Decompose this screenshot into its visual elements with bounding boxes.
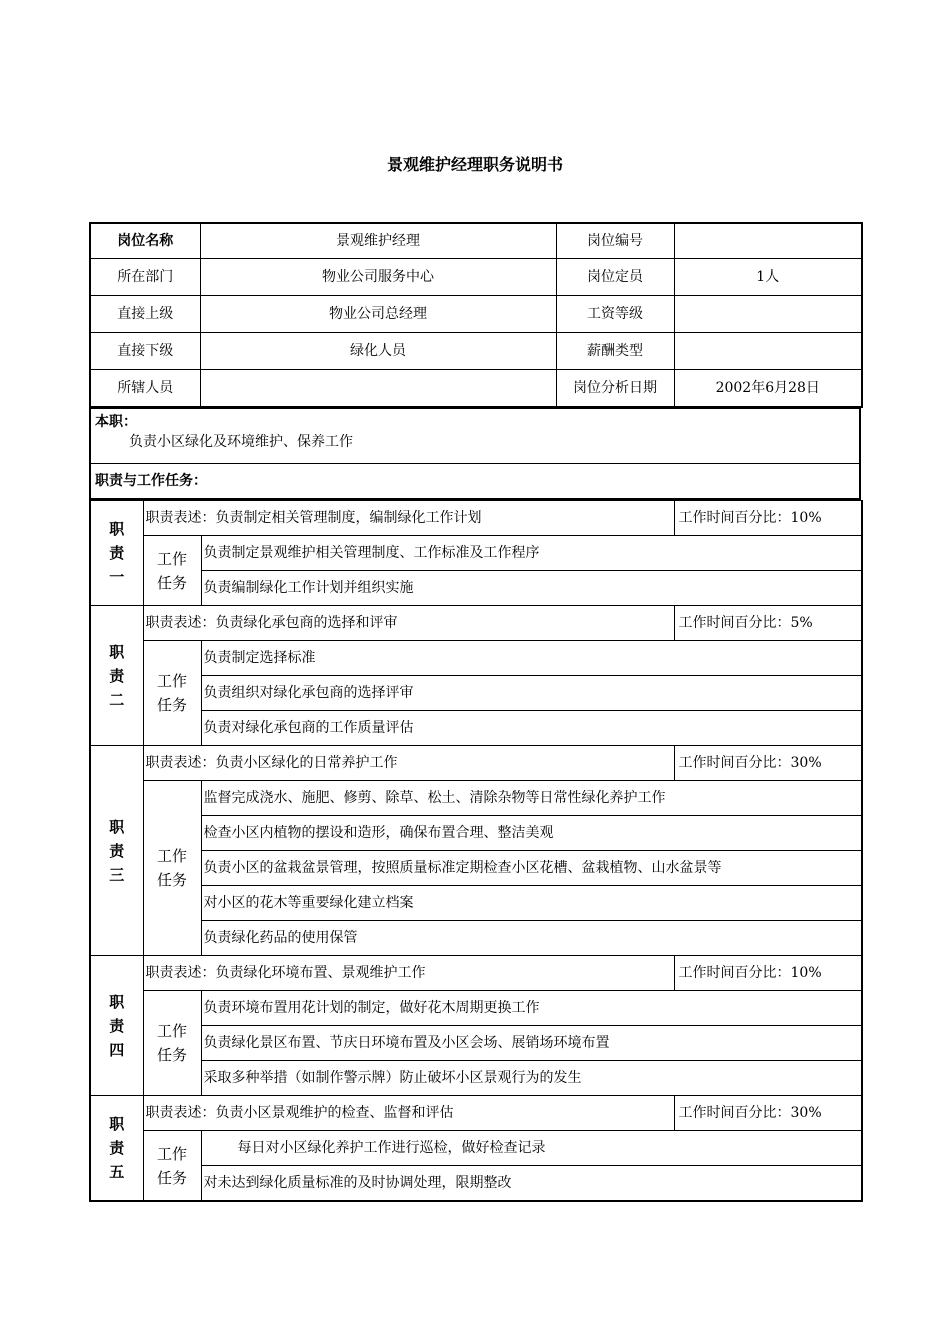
task-item: 负责制定选择标准 bbox=[201, 641, 862, 676]
duty-label: 职 责 二 bbox=[90, 606, 143, 746]
duty-summary-heading: 本职： bbox=[95, 414, 137, 430]
info-row bbox=[90, 333, 862, 370]
work-time-percentage: 工作时间百分比：10% bbox=[674, 956, 862, 991]
duty-summary-table bbox=[89, 408, 861, 500]
task-label: 工作 任务 bbox=[143, 641, 201, 746]
task-item: 负责环境布置用花计划的制定，做好花木周期更换工作 bbox=[201, 991, 862, 1026]
info-value: 1人 bbox=[674, 259, 862, 296]
duty-description: 职责表述：负责绿化环境布置、景观维护工作 bbox=[143, 956, 674, 991]
info-value bbox=[674, 223, 862, 259]
responsibilities-heading: 职责与工作任务： bbox=[90, 464, 860, 500]
task-row bbox=[90, 711, 862, 746]
task-item: 负责对绿化承包商的工作质量评估 bbox=[201, 711, 862, 746]
info-value bbox=[674, 333, 862, 370]
info-row bbox=[90, 296, 862, 333]
job-description-form bbox=[89, 222, 861, 1202]
info-value: 景观维护经理 bbox=[200, 223, 556, 259]
task-item: 采取多种举措（如制作警示牌）防止破坏小区景观行为的发生 bbox=[201, 1061, 862, 1096]
duty-label: 职 责 一 bbox=[90, 501, 143, 606]
task-row bbox=[90, 886, 862, 921]
duty-header-row bbox=[90, 956, 862, 991]
info-value bbox=[200, 370, 556, 408]
task-row bbox=[90, 676, 862, 711]
task-item: 负责小区的盆栽盆景管理，按照质量标准定期检查小区花槽、盆栽植物、山水盆景等 bbox=[201, 851, 862, 886]
duty-description: 职责表述：负责小区景观维护的检查、监督和评估 bbox=[143, 1096, 674, 1131]
duty-label: 职 责 四 bbox=[90, 956, 143, 1096]
task-item: 负责绿化景区布置、节庆日环境布置及小区会场、展销场环境布置 bbox=[201, 1026, 862, 1061]
task-item: 负责制定景观维护相关管理制度、工作标准及工作程序 bbox=[201, 536, 862, 571]
task-item: 负责绿化药品的使用保管 bbox=[201, 921, 862, 956]
basic-info-table bbox=[89, 222, 863, 408]
duty-label: 职 责 五 bbox=[90, 1096, 143, 1202]
info-label: 所辖人员 bbox=[90, 370, 200, 408]
work-time-percentage: 工作时间百分比：5% bbox=[674, 606, 862, 641]
task-row bbox=[90, 1026, 862, 1061]
info-row bbox=[90, 370, 862, 408]
info-label: 岗位编号 bbox=[556, 223, 674, 259]
duty-header-row bbox=[90, 501, 862, 536]
info-row bbox=[90, 223, 862, 259]
duty-header-row bbox=[90, 606, 862, 641]
info-value: 物业公司总经理 bbox=[200, 296, 556, 333]
task-row bbox=[90, 1131, 862, 1166]
duty-description: 职责表述：负责小区绿化的日常养护工作 bbox=[143, 746, 674, 781]
duty-header-row bbox=[90, 1096, 862, 1131]
info-label: 薪酬类型 bbox=[556, 333, 674, 370]
task-row bbox=[90, 851, 862, 886]
document-title: 景观维护经理职务说明书 bbox=[386, 155, 563, 174]
task-row bbox=[90, 1166, 862, 1202]
duty-description: 职责表述：负责制定相关管理制度，编制绿化工作计划 bbox=[143, 501, 674, 536]
info-label: 工资等级 bbox=[556, 296, 674, 333]
work-time-percentage: 工作时间百分比：10% bbox=[674, 501, 862, 536]
task-item: 对小区的花木等重要绿化建立档案 bbox=[201, 886, 862, 921]
info-value: 2002年6月28日 bbox=[674, 370, 862, 408]
task-row bbox=[90, 921, 862, 956]
task-row bbox=[90, 536, 862, 571]
task-label: 工作 任务 bbox=[143, 781, 201, 956]
duty-summary-cell bbox=[90, 409, 860, 464]
task-row bbox=[90, 1061, 862, 1096]
info-value bbox=[674, 296, 862, 333]
duty-summary-text: 负责小区绿化及环境维护、保养工作 bbox=[129, 434, 353, 450]
responsibilities-table bbox=[89, 500, 863, 1202]
task-item: 对未达到绿化质量标准的及时协调处理，限期整改 bbox=[201, 1166, 862, 1202]
task-item: 负责编制绿化工作计划并组织实施 bbox=[201, 571, 862, 606]
info-label: 直接下级 bbox=[90, 333, 200, 370]
task-row bbox=[90, 781, 862, 816]
task-item: 每日对小区绿化养护工作进行巡检，做好检查记录 bbox=[201, 1131, 862, 1166]
task-label: 工作 任务 bbox=[143, 1131, 201, 1202]
task-row bbox=[90, 816, 862, 851]
work-time-percentage: 工作时间百分比：30% bbox=[674, 746, 862, 781]
task-row bbox=[90, 641, 862, 676]
info-value: 物业公司服务中心 bbox=[200, 259, 556, 296]
task-item: 监督完成浇水、施肥、修剪、除草、松土、清除杂物等日常性绿化养护工作 bbox=[201, 781, 862, 816]
info-label: 岗位定员 bbox=[556, 259, 674, 296]
info-label: 岗位名称 bbox=[90, 223, 200, 259]
task-item: 负责组织对绿化承包商的选择评审 bbox=[201, 676, 862, 711]
duty-header-row bbox=[90, 746, 862, 781]
task-row bbox=[90, 991, 862, 1026]
task-label: 工作 任务 bbox=[143, 991, 201, 1096]
task-item: 检查小区内植物的摆设和造形，确保布置合理、整洁美观 bbox=[201, 816, 862, 851]
info-label: 所在部门 bbox=[90, 259, 200, 296]
duty-label: 职 责 三 bbox=[90, 746, 143, 956]
work-time-percentage: 工作时间百分比：30% bbox=[674, 1096, 862, 1131]
duty-description: 职责表述：负责绿化承包商的选择和评审 bbox=[143, 606, 674, 641]
info-value: 绿化人员 bbox=[200, 333, 556, 370]
task-label: 工作 任务 bbox=[143, 536, 201, 606]
info-label: 直接上级 bbox=[90, 296, 200, 333]
info-label: 岗位分析日期 bbox=[556, 370, 674, 408]
info-row bbox=[90, 259, 862, 296]
task-row bbox=[90, 571, 862, 606]
